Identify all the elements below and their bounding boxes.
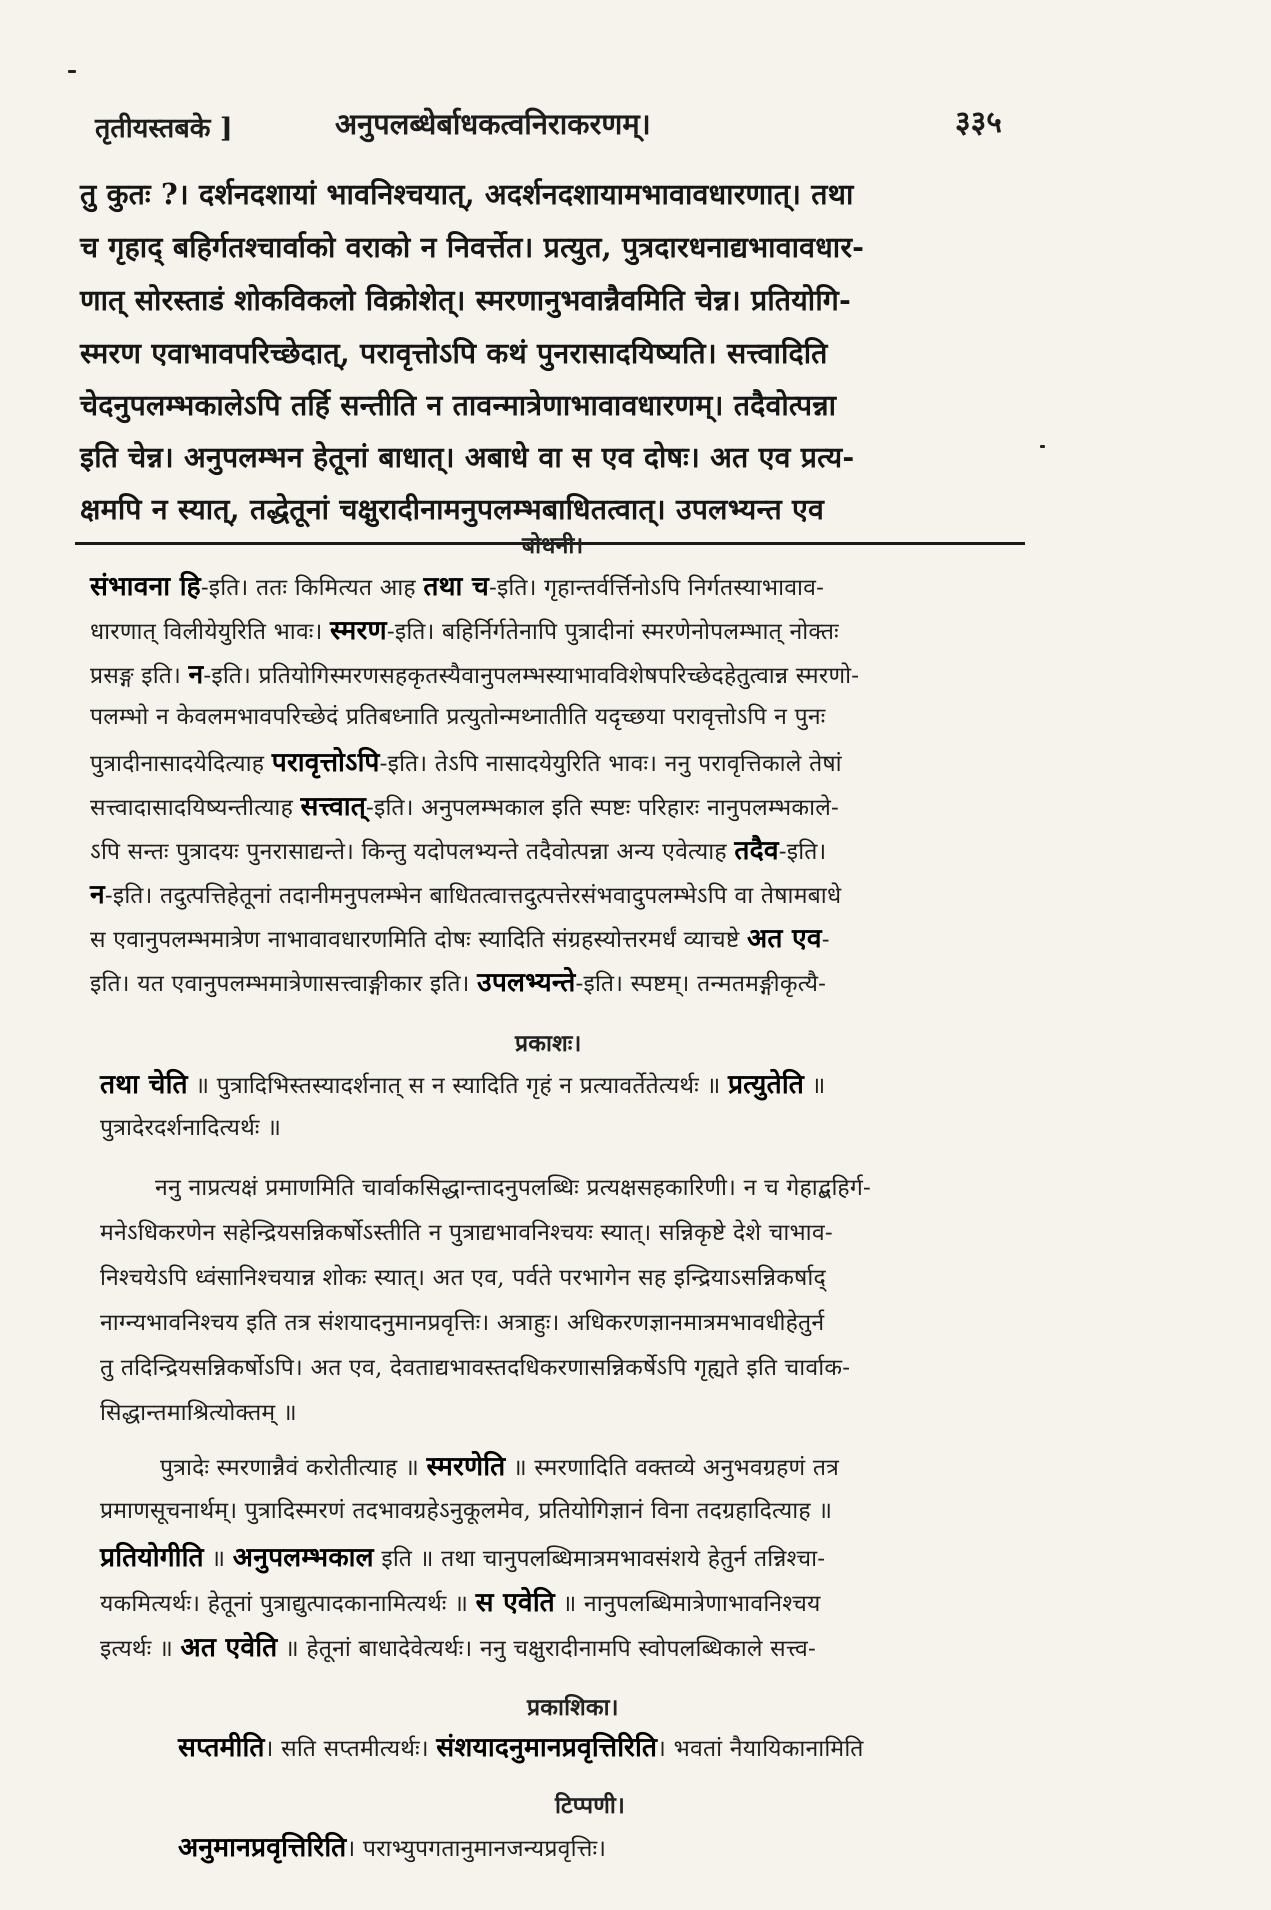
text-run: -इति। तदुत्पत्तिहेतूनां तदानीमनुपलम्भेन बाधितत्वात्तदुत्पत्तेरसंभवादुपलम्भेऽपि वा तेषामबाधे	[104, 883, 842, 909]
headword: सत्त्वात्	[300, 791, 367, 822]
commentary-line	[100, 1628, 816, 1664]
commentary-line	[100, 1395, 297, 1427]
commentary-line	[90, 655, 859, 691]
commentary-line	[90, 831, 826, 867]
headword: स्मरण	[330, 615, 387, 646]
text-run: ॥ नानुपलब्धिमात्रेणाभावनिश्चय	[554, 1591, 821, 1617]
page-number: ३३५	[955, 105, 1002, 140]
scan-mark	[1040, 445, 1045, 448]
headword: प्रत्युतेति	[727, 1069, 804, 1100]
text-run: -इति। प्रतियोगिस्मरणसहकृतस्यैवानुपलम्भस्याभावविशेषपरिच्छेदहेतुत्वान्न स्मरणो-	[203, 663, 860, 689]
text-run: । भवतां नैयायिकानामिति	[657, 1736, 864, 1762]
prakasha-title: प्रकाशः।	[515, 1030, 582, 1057]
commentary-line	[100, 1065, 825, 1101]
text-run: पुत्रादेः स्मरणान्नैवं करोतीत्याह ॥	[160, 1455, 427, 1481]
text-run: पुत्रादीनासादयेदित्याह	[90, 751, 272, 777]
headword: तथा च	[423, 571, 489, 602]
headword: स्मरणेति	[426, 1451, 506, 1482]
prakashika-title: प्रकाशिका।	[527, 1694, 619, 1721]
text-run: ॥ स्मरणादिति वक्तव्ये अनुभवग्रहणं तत्र	[505, 1455, 840, 1481]
text-run: मनेऽधिकरणेन सहेन्द्रियसन्निकर्षोऽस्तीति न पुत्राद्यभावनिश्चयः स्यात्। सन्निकृष्टे देशे चाभाव-	[100, 1220, 833, 1246]
commentary-line	[160, 1447, 839, 1483]
chapter-title: अनुपलब्धेर्बाधकत्वनिराकरणम्।	[335, 107, 651, 141]
text-run: -इति। ततः किमित्यत आह	[200, 575, 424, 601]
headword: न	[90, 879, 105, 910]
text-run: इति ॥ तथा चानुपलब्धिमात्रमभावसंशये हेतुर्न तन्निश्चा-	[373, 1546, 826, 1572]
commentary-line	[100, 1350, 850, 1382]
headword: अनुमानप्रवृत्तिरिति	[178, 1832, 347, 1863]
main-text-line: इति चेन्न। अनुपलम्भन हेतूनां बाधात्। अबाधे वा स एव दोषः। अत एव प्रत्य-	[80, 440, 855, 474]
headword: संभावना हि	[90, 571, 201, 602]
running-header	[95, 100, 1095, 150]
text-run: -इति। स्पष्टम्। तन्मतमङ्गीकृत्यै-	[575, 971, 827, 997]
commentary-line	[90, 611, 839, 647]
tippani-title: टिप्पणी।	[555, 1792, 625, 1819]
headword: उपलभ्यन्ते	[477, 967, 576, 998]
text-run: -इति। बहिर्निर्गतेनापि पुत्रादीनां स्मरणेनोपलम्भात् नोक्तः	[386, 619, 839, 645]
text-run: -इति। तेऽपि नासादयेयुरिति भावः। ननु परावृत्तिकाले तेषां	[379, 751, 842, 777]
tippani-line	[178, 1828, 606, 1864]
commentary-line	[90, 875, 841, 911]
text-run: सिद्धान्तमाश्रित्योक्तम् ॥	[100, 1400, 297, 1426]
text-run: पलम्भो न केवलमभावपरिच्छेदं प्रतिबध्नाति प्रत्युतोन्मथ्नातीति यदृच्छया परावृत्तोऽपि न पुनः	[90, 704, 826, 730]
commentary-line	[155, 1170, 871, 1202]
text-run: -इति।	[778, 839, 827, 865]
headword: अत एव	[746, 923, 822, 954]
headword: तदैव	[734, 835, 779, 866]
text-run: निश्चयेऽपि ध्वंसानिश्चयान्न शोकः स्यात्। अत एव, पर्वते परभागेन सह इन्द्रियाऽसन्निकर्षाद्	[100, 1265, 826, 1291]
commentary-line	[90, 963, 826, 999]
headword: अनुपलम्भकाल	[232, 1542, 374, 1573]
text-run: प्रमाणसूचनार्थम्। पुत्रादिस्मरणं तदभावग्रहेऽनुकूलमेव, प्रतियोगिज्ञानं विना तदग्रहादित्याह ॥	[100, 1498, 833, 1524]
headword: न	[188, 659, 204, 690]
main-text-line: णात् सोरस्ताडं शोकविकलो विक्रोशेत्। स्मरणानुभवान्नैवमिति चेन्न। प्रतियोगि-	[80, 283, 851, 317]
main-text-line: तु कुतः ?। दर्शनदशायां भावनिश्चयात्, अदर्शनदशायामभावावधारणात्। तथा	[80, 177, 854, 211]
main-text-line: च गृहाद् बहिर्गतश्चार्वाको वराको न निवर्त्तेत। प्रत्युत, पुत्रदारधनाद्यभावावधार-	[80, 230, 865, 264]
commentary-line	[90, 567, 824, 603]
text-run: यकमित्यर्थः। हेतूनां पुत्राद्युत्पादकानामित्यर्थः ॥	[100, 1591, 476, 1617]
scan-mark	[68, 70, 76, 73]
main-text-line: क्षमपि न स्यात्, तद्धेतूनां चक्षुरादीनामनुपलम्भबाधितत्वात्। उपलभ्यन्त एव	[80, 492, 825, 526]
headword: संशयादनुमानप्रवृत्तिरिति	[436, 1732, 658, 1763]
text-run: सत्त्वादासादयिष्यन्तीत्याह	[90, 795, 301, 821]
text-run: इत्यर्थः ॥	[100, 1636, 181, 1662]
commentary-line	[100, 1493, 832, 1525]
commentary-line	[90, 919, 830, 955]
text-run: ॥ पुत्रादिभिस्तस्यादर्शनात् स न स्यादिति गृहं न प्रत्यावर्तेतेत्यर्थः ॥	[187, 1073, 728, 1099]
text-run: तु तदिन्द्रियसन्निकर्षोऽपि। अत एव, देवताद्यभावस्तदधिकरणासन्निकर्षेऽपि गृह्यते इति चार्वाक-	[100, 1355, 851, 1381]
text-run: । पराभ्युपगतानुमानजन्यप्रवृत्तिः।	[346, 1836, 607, 1862]
text-run: ननु नाप्रत्यक्षं प्रमाणमिति चार्वाकसिद्धान्तादनुपलब्धिः प्रत्यक्षसहकारिणी। न च गेहाद्बहिर्ग-	[155, 1175, 871, 1201]
text-run: नाग्न्यभावनिश्चय इति तत्र संशयादनुमानप्रवृत्तिः। अत्राहुः। अधिकरणज्ञानमात्रमभावधीहेतुर्न	[100, 1310, 825, 1336]
headword: परावृत्तोऽपि	[271, 747, 380, 778]
text-run: -	[821, 927, 830, 953]
prakashika-line	[178, 1728, 864, 1764]
text-run: पुत्रादेरदर्शनादित्यर्थः ॥	[100, 1115, 282, 1141]
text-run: ऽपि सन्तः पुत्रादयः पुनरासाद्यन्ते। किन्तु यदोपलभ्यन्ते तदैवोत्पन्ना अन्य एवेत्याह	[90, 839, 735, 865]
commentary-line	[100, 1305, 824, 1337]
commentary-line	[100, 1583, 821, 1619]
commentary-line	[90, 787, 839, 823]
text-run: स एवानुपलम्भमात्रेण नाभावावधारणमिति दोषः स्यादिति संग्रहस्योत्तरमर्धं व्याचष्टे	[90, 927, 747, 953]
text-run: ॥	[203, 1546, 233, 1572]
commentary-line	[100, 1215, 833, 1247]
headword: प्रतियोगीति	[100, 1542, 204, 1573]
text-run: -इति। गृहान्तर्वर्त्तिनोऽपि निर्गतस्याभावाव-	[488, 575, 825, 601]
text-run: ॥ हेतूनां बाधादेवेत्यर्थः। ननु चक्षुरादीनामपि स्वोपलब्धिकाले सत्त्व-	[277, 1636, 816, 1662]
commentary-line	[100, 1260, 826, 1292]
headword: तथा चेति	[100, 1069, 188, 1100]
bodhani-title: बोधनी।	[522, 532, 584, 559]
section-label: तृतीयस्तबके ]	[95, 113, 233, 144]
text-run: इति। यत एवानुपलम्भमात्रेणासत्त्वाङ्गीकार इति।	[90, 971, 478, 997]
commentary-line	[90, 743, 842, 779]
text-run: -इति। अनुपलम्भकाल इति स्पष्टः परिहारः नानुपलम्भकाले-	[366, 795, 839, 821]
main-text-line: स्मरण एवाभावपरिच्छेदात्, परावृत्तोऽपि कथं पुनरासादयिष्यति। सत्त्वादिति	[80, 336, 828, 370]
main-text-line: चेदनुपलम्भकालेऽपि तर्हि सन्तीति न तावन्मात्रेणाभावावधारणम्। तदैवोत्पन्ना	[80, 388, 837, 422]
text-run: ॥	[803, 1073, 826, 1099]
headword: स एवेति	[475, 1587, 555, 1618]
text-run: । सति सप्तमीत्यर्थः।	[264, 1736, 437, 1762]
commentary-line	[100, 1110, 281, 1142]
headword: सप्तमीति	[178, 1732, 265, 1763]
commentary-line	[90, 699, 825, 731]
commentary-line	[100, 1538, 825, 1574]
text-run: धारणात् विलीयेयुरिति भावः।	[90, 619, 331, 645]
headword: अत एवेति	[180, 1632, 278, 1663]
text-run: प्रसङ्ग इति।	[90, 663, 189, 689]
